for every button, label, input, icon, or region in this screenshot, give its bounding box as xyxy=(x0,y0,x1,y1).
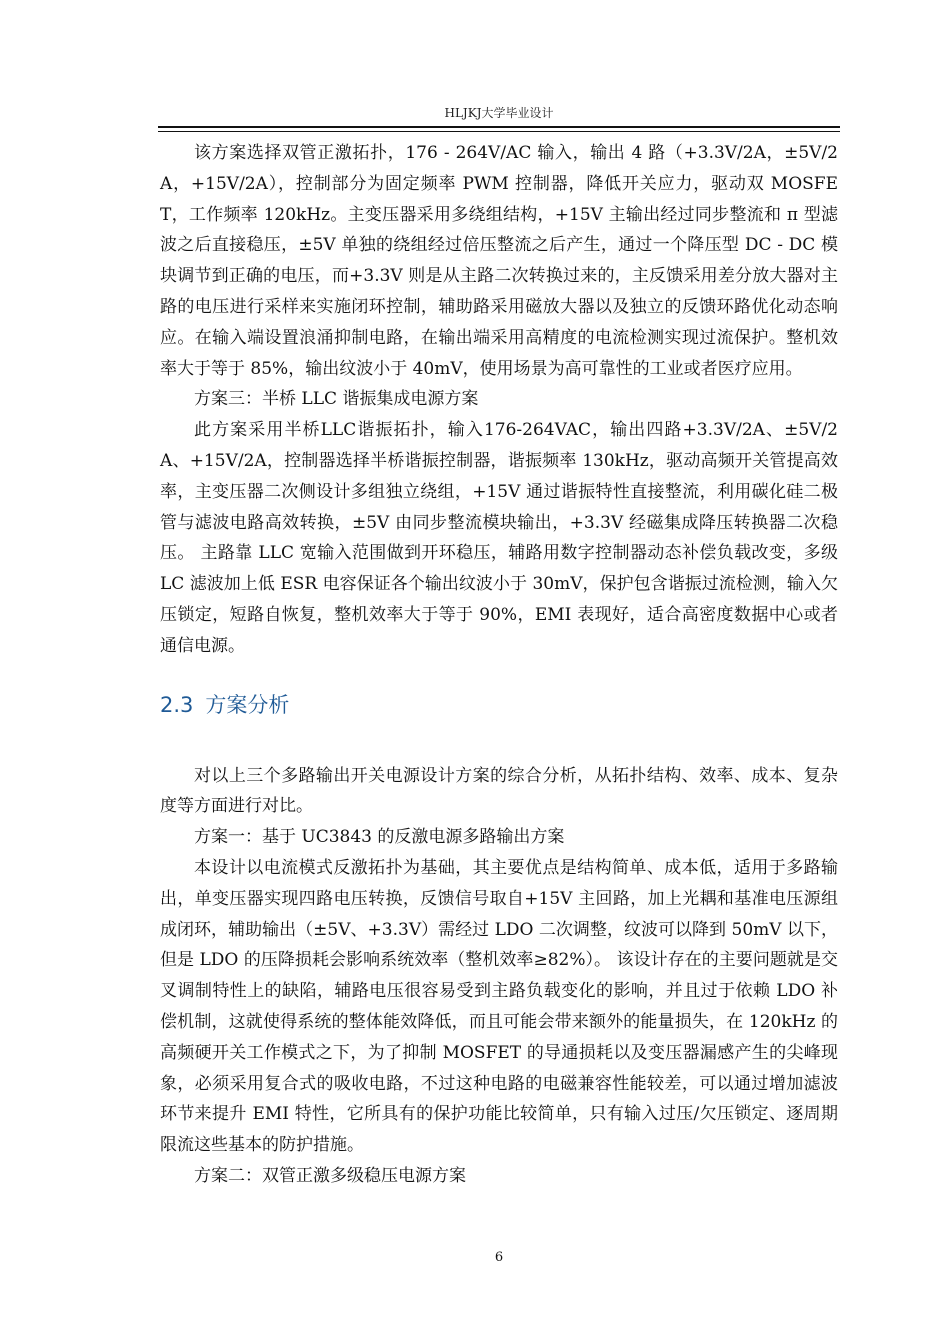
page-number: 6 xyxy=(494,1250,504,1265)
scheme3-heading: 方案三：半桥 LLC 谐振集成电源方案 xyxy=(194,389,479,410)
section-spacer xyxy=(160,720,838,761)
scheme1-heading: 方案一：基于 UC3843 的反激电源多路输出方案 xyxy=(194,827,565,848)
paragraph-scheme1-analysis: 本设计以电流模式反激拓扑为基础，其主要优点是结构简单、成本低，适用于多路输出，单变压器实现四路电压转换，反馈信号取自+15V 主回路，加上光耦和基准电压源组成闭环，辅助输出（±5V、+3.3V）需经过 LDO 二次调整，纹波可以降到 50mV 以下，但是 LDO 的压降损耗会影响系统效率（整机效率≥82%）。 该设计存在的主要问题就是交叉调制特性上的缺陷，辅路电压很容易受到主路负载变化的影响，并且过于依赖 LDO 补偿机制，这就使得系统的整体能效降低，而且可能会带来额外的能量损失，在 120kHz 的高频硬开关工作模式之下，为了抑制 MOSFET 的导通损耗以及变压器漏感产生的尖峰现象，必须采用复合式的吸收电路，不过这种电路的电磁兼容性能较差，可以通过增加滤波环节来提升 EMI 特性，它所具有的保护功能比较简单，只有输入过压/欠压锁定、逐周期限流这些基本的防护措施。 xyxy=(160,857,838,1156)
header-rule-thick xyxy=(158,126,840,128)
section-heading xyxy=(160,690,838,720)
section-number: 2.3 xyxy=(160,692,194,717)
page-content xyxy=(160,138,838,1192)
paragraph-scheme3-body: 此方案采用半桥LLC谐振拓扑，输入176-264VAC，输出四路+3.3V/2A、±5V/2A、+15V/2A，控制器选择半桥谐振控制器，谐振频率 130kHz，驱动高频开关管提高效率，主变压器二次侧设计多组独立绕组，+15V 通过谐振特性直接整流，利用碳化硅二极管与滤波电路高效转换，±5V 由同步整流模块输出，+3.3V 经磁集成降压转换器二次稳压。 主路靠 LLC 宽输入范围做到开环稳压，辅路用数字控制器动态补偿负载改变，多级 LC 滤波加上低 ESR 电容保证各个输出纹波小于 30mV，保护包含谐振过流检测，输入欠压锁定，短路自恢复，整机效率大于等于 90%，EMI 表现好，适合高密度数据中心或者通信电源。 xyxy=(160,420,838,656)
running-header: HLJKJ大学毕业设计 xyxy=(444,106,554,120)
paragraph-analysis-intro: 对以上三个多路输出开关电源设计方案的综合分析，从拓扑结构、效率、成本、复杂度等方面进行对比。 xyxy=(160,765,838,817)
section-title: 方案分析 xyxy=(205,692,290,717)
paragraph-scheme2-body: 该方案选择双管正激拓扑，176 - 264V/AC 输入，输出 4 路（+3.3V/2A，±5V/2A，+15V/2A），控制部分为固定频率 PWM 控制器，降低开关应力，驱动双 MOSFET，工作频率 120kHz。主变压器采用多绕组结构，+15V 主输出经过同步整流和 π 型滤波之后直接稳压，±5V 单独的绕组经过倍压整流之后产生，通过一个降压型 DC - DC 模块调节到正确的电压，而+3.3V 则是从主路二次转换过来的，主反馈采用差分放大器对主路的电压进行采样来实施闭环控制，辅助路采用磁放大器以及独立的反馈环路优化动态响应。在输入端设置浪涌抑制电路，在输出端采用高精度的电流检测实现过流保护。整机效率大于等于 85%，输出纹波小于 40mV，使用场景为高可靠性的工业或者医疗应用。 xyxy=(160,143,838,379)
header-rule-thin xyxy=(158,131,840,132)
scheme2-heading: 方案二：双管正激多级稳压电源方案 xyxy=(194,1165,466,1186)
